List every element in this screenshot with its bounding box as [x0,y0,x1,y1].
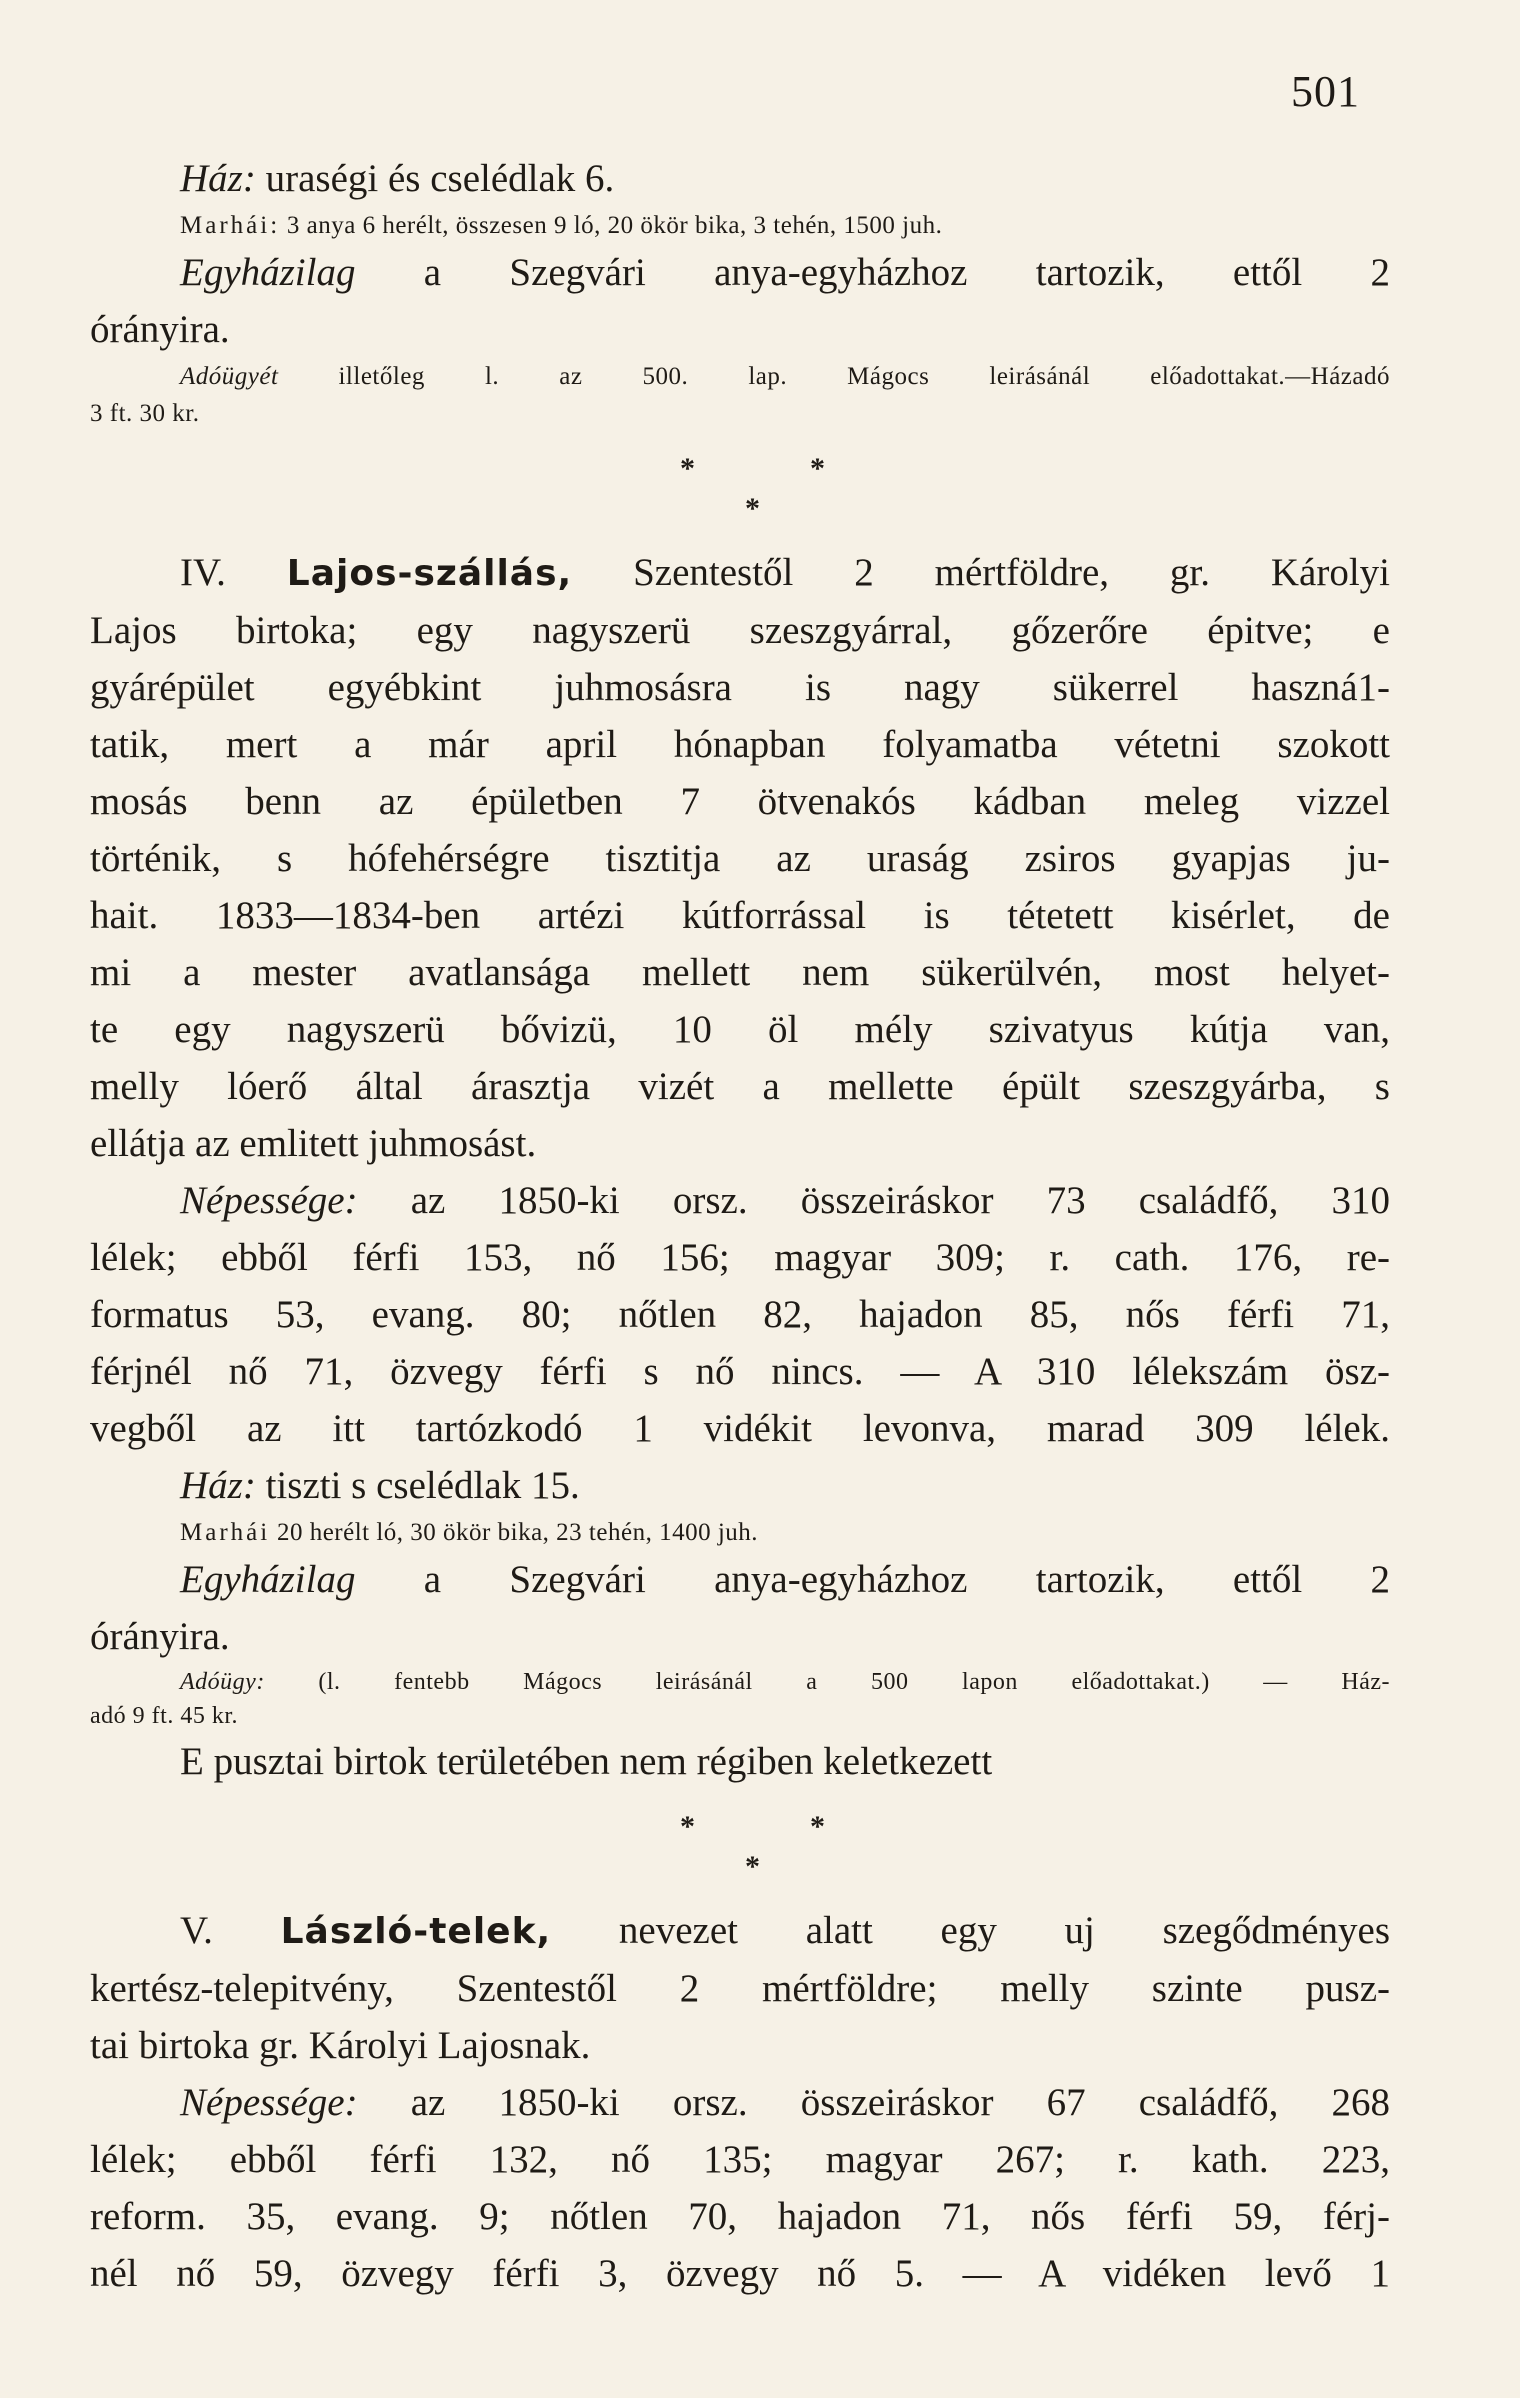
tax-text: (l. fentebb Mágocs leirásánál a 500 lapon előadottakat.) — Ház- [264,1669,1390,1695]
paragraph-line: történik, s hófehérségre tisztitja az uraság zsiros gyapjas ju- [90,837,1390,880]
paragraph-line: ellátja az emlitett juhmosást. [90,1122,537,1165]
population-text: az 1850-ki orsz. összeiráskor 67 családfő, 268 [357,2081,1390,2124]
asterisk: * [745,492,760,525]
asterisk: * [680,452,695,485]
paragraph-line: kertész-telepitvény, Szentestől 2 mértföldre; melly szinte pusz- [90,1967,1390,2010]
population-line: férjnél nő 71, özvegy férfi s nő nincs. — A 310 lélekszám ösz- [90,1350,1390,1393]
church-text: a Szegvári anya-egyházhoz tartozik, ettől 2 [355,1558,1390,1601]
tax-line [90,1665,1390,1699]
section-iv-numeral: IV. [180,551,287,594]
church-line [90,244,1390,301]
section-iv-heading [90,544,1390,602]
cattle-label: Marhái [180,1519,271,1546]
section-v-title: László-telek, [280,1911,552,1952]
paragraph-line: Lajos birtoka; egy nagyszerü szeszgyárral, gőzerőre épitve; e [90,609,1390,652]
population-line: lélek; ebből férfi 153, nő 156; magyar 309; r. cath. 176, re- [90,1236,1390,1279]
tax-line-2: 3 ft. 30 kr. [90,400,200,427]
population-line: formatus 53, evang. 80; nőtlen 82, hajadon 85, nős férfi 71, [90,1293,1390,1336]
cattle-line [90,207,1390,244]
paragraph-line: mosás benn az épületben 7 ötvenakós kádban meleg vizzel [90,780,1390,823]
asterisk: * [745,1850,760,1883]
population-line: vegből az itt tartózkodó 1 vidékit levonva, marad 309 lélek. [90,1407,1390,1450]
tax-label: Adóügyét [180,363,279,390]
asterisk: * [680,1810,695,1843]
cattle-label: Marhái: [180,212,281,239]
cattle-text: 3 anya 6 herélt, összesen 9 ló, 20 ökör bika, 3 tehén, 1500 juh. [280,212,943,239]
population-label: Népessége: [180,2081,358,2124]
paragraph-line: gyárépület egyébkint juhmosásra is nagy sükerrel haszná1- [90,666,1390,709]
population-line: lélek; ebből férfi 132, nő 135; magyar 267; r. kath. 223, [90,2138,1390,2181]
asterisk: * [810,452,825,485]
population-line: reform. 35, evang. 9; nőtlen 70, hajadon 71, nős férfi 59, férj- [90,2195,1390,2238]
house-line [90,1457,1390,1514]
section-divider-2 [90,1790,1390,1902]
house-label: Ház: [180,157,256,200]
paragraph-line: hait. 1833—1834-ben artézi kútforrással is tétetett kisérlet, de [90,894,1390,937]
paragraph-line: tai birtoka gr. Károlyi Lajosnak. [90,2024,591,2067]
church-line-2: órányira. [90,1615,230,1658]
church-line-2: órányira. [90,308,230,351]
tax-line [90,358,1390,395]
section-divider-1 [90,432,1390,544]
house-text: tiszti s cselédlak 15. [255,1464,580,1507]
tax-line-2: adó 9 ft. 45 kr. [90,1703,238,1729]
section-iv-heading-text: Szentestől 2 mértföldre, gr. Károlyi [572,551,1390,594]
cattle-text: 20 herélt ló, 30 ökör bika, 23 tehén, 1400 juh. [270,1519,759,1546]
asterisk: * [810,1810,825,1843]
population-line: nél nő 59, özvegy férfi 3, özvegy nő 5. — A vidéken levő 1 [90,2252,1390,2295]
church-label: Egyházilag [180,1558,356,1601]
paragraph-line: melly lóerő által árasztja vizét a mellette épült szeszgyárba, s [90,1065,1390,1108]
tax-text: illetőleg l. az 500. lap. Mágocs leirásánál előadottakat.—Házadó [278,363,1390,390]
church-line [90,1551,1390,1608]
section-v-numeral: V. [180,1909,281,1952]
population-line [90,2074,1390,2131]
closing-line: E pusztai birtok területében nem régiben keletkezett [180,1740,993,1783]
house-label: Ház: [180,1464,256,1507]
section-v-heading [90,1902,1390,1960]
population-label: Népessége: [180,1179,358,1222]
church-text: a Szegvári anya-egyházhoz tartozik, ettől 2 [355,251,1390,294]
page-number: 501 [1291,67,1360,116]
paragraph-line: te egy nagyszerü bővizü, 10 öl mély szivatyus kútja van, [90,1008,1390,1051]
population-line [90,1172,1390,1229]
tax-label: Adóügy: [180,1669,265,1695]
section-v-heading-text: nevezet alatt egy uj szegődményes [551,1909,1390,1952]
text-column [90,150,1390,2302]
section-iv-title: Lajos-szállás, [286,553,573,594]
population-text: az 1850-ki orsz. összeiráskor 73 családfő, 310 [357,1179,1390,1222]
house-text: uraségi és cselédlak 6. [255,157,615,200]
church-label: Egyházilag [180,251,356,294]
house-line [90,150,1390,207]
cattle-line [90,1514,1390,1551]
paragraph-line: tatik, mert a már april hónapban folyamatba vétetni szokott [90,723,1390,766]
paragraph-line: mi a mester avatlansága mellett nem sükerülvén, most helyet- [90,951,1390,994]
